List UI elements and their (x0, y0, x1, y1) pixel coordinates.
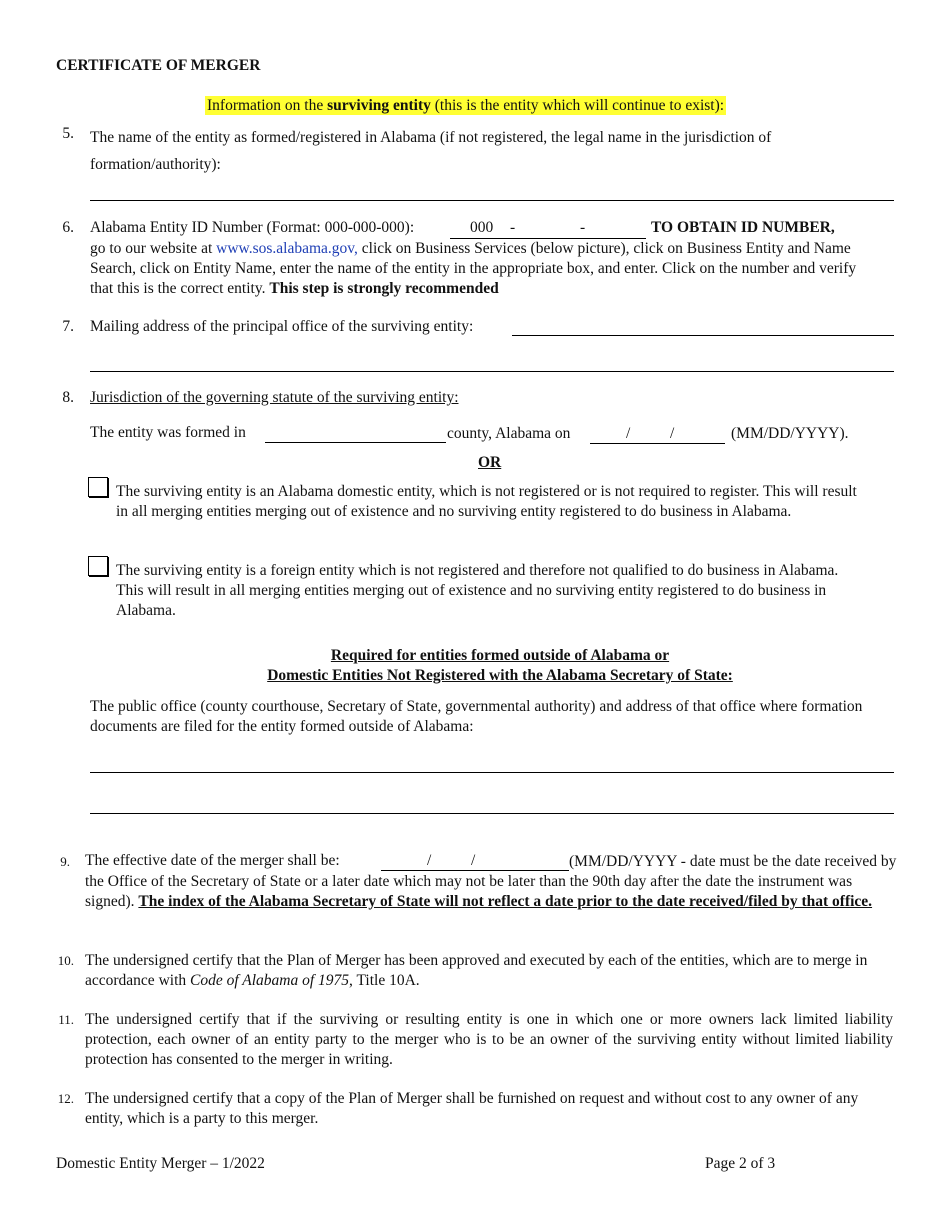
effective-date-field[interactable]: / / (381, 852, 569, 871)
item-6-number: 6. (62, 219, 74, 236)
mailing-address-field-2[interactable] (90, 371, 894, 372)
item-9-text: (MM/DD/YYYY - date must be the date received by the Office of the Secretary of State or a later date which may not be later than the 90th day after the date the instrument was signed). The index of the Alabama Secretary of State will not reflect a date prior to the date received/filed by that office. (85, 853, 897, 910)
item-7-text: Mailing address of the principal office of the surviving entity: (90, 318, 474, 335)
item-6-instructions: go to our website at www.sos.alabama.gov, click on Business Services (below picture), click on Business Entity and Name Search, click on Entity Name, enter the name of the entity in the appropriate box, and enter. Click on the number and verify that this is the correct entity. This step is strongly recommended (90, 240, 857, 297)
entity-id-label: Alabama Entity ID Number (Format: 000-000-000): (90, 219, 415, 236)
item-8-number: 8. (62, 389, 74, 406)
date-format-label: (MM/DD/YYYY). (731, 425, 849, 442)
footer-page-number: Page 2 of 3 (705, 1155, 776, 1172)
obtain-id-heading: TO OBTAIN ID NUMBER, (651, 219, 835, 236)
required-heading-2: Domestic Entities Not Registered with the Alabama Secretary of State: (267, 667, 733, 684)
mailing-address-field-1[interactable] (512, 335, 894, 336)
item-12-text: The undersigned certify that a copy of the Plan of Merger shall be furnished on request and without cost to any owner of any entity, which is a party to this merger. (85, 1090, 859, 1127)
item-5-text: The name of the entity as formed/registered in Alabama (if not registered, the legal name in the jurisdiction of formation/authority): (90, 129, 772, 173)
item-10-number: 10. (57, 953, 74, 968)
public-office-field-2[interactable] (90, 813, 894, 814)
item-11-text: The undersigned certify that if the surviving or resulting entity is one in which one or more owners lack limited liability protection, each owner of an entity party to the merger who is to be an owner of the surviving entity without limited liability protection has consented to the merger in writing. (85, 1011, 893, 1068)
item-7-number: 7. (62, 318, 74, 335)
effective-date-label: The effective date of the merger shall be: (85, 852, 340, 869)
item-9-number: 9. (60, 854, 70, 869)
entity-id-field[interactable]: 000 - - (450, 219, 646, 239)
option-foreign-text: The surviving entity is a foreign entity which is not registered and therefore not qualified to do business in Alabama. This will result in all merging entities merging out of existence and no surviving entity registered to do business in Alabama. (116, 562, 839, 619)
item-5-number: 5. (62, 125, 74, 142)
option-domestic-text: The surviving entity is an Alabama domestic entity, which is not registered or is not required to register. This will result in all merging entities merging out of existence and no surviving entity registered to do business in Alabama. (116, 483, 857, 520)
required-heading-1: Required for entities formed outside of Alabama or (330, 647, 670, 664)
or-separator: OR (478, 454, 502, 471)
formation-date-field[interactable]: / / (590, 425, 725, 444)
county-alabama-label: county, Alabama on (447, 425, 571, 442)
page-title: CERTIFICATE OF MERGER (56, 57, 261, 74)
item-12-number: 12. (57, 1091, 74, 1106)
footer-form-name: Domestic Entity Merger – 1/2022 (56, 1155, 265, 1172)
item-11-number: 11. (58, 1012, 74, 1027)
entity-name-field[interactable] (90, 200, 894, 201)
formed-in-label: The entity was formed in (90, 424, 246, 441)
public-office-field-1[interactable] (90, 772, 894, 773)
county-field[interactable] (265, 442, 446, 443)
public-office-text: The public office (county courthouse, Secretary of State, governmental authority) and address of that office where formation documents are filed for the entity formed outside of Alabama: (90, 698, 863, 735)
surviving-entity-banner: Information on the surviving entity (this is the entity which will continue to exist): (207, 97, 725, 114)
domestic-entity-checkbox[interactable] (88, 477, 108, 497)
sos-website-link[interactable]: www.sos.alabama.gov, (216, 240, 358, 257)
foreign-entity-checkbox[interactable] (88, 556, 108, 576)
jurisdiction-heading: Jurisdiction of the governing statute of the surviving entity: (90, 389, 459, 406)
item-10-text: The undersigned certify that the Plan of Merger has been approved and executed by each of the entities, which are to merge in accordance with Code of Alabama of 1975, Title 10A. (85, 952, 868, 989)
